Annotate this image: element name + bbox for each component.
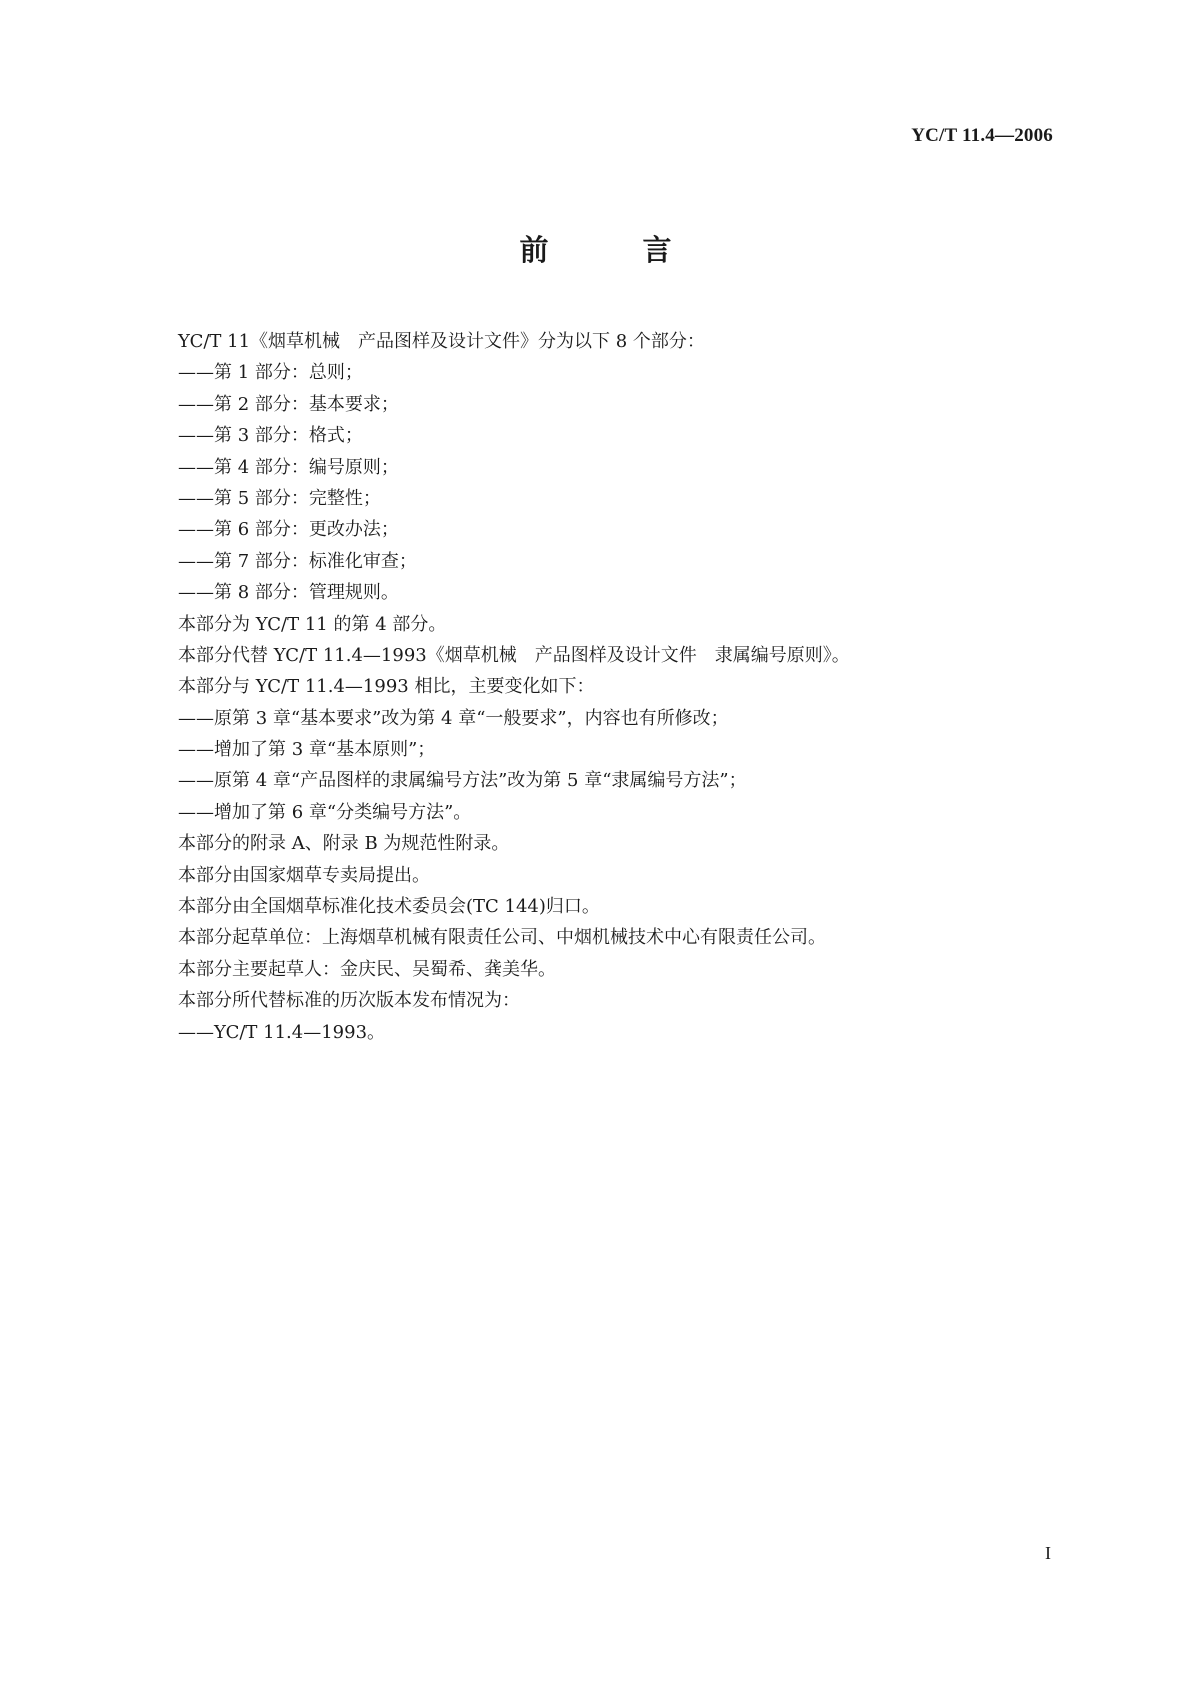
paragraph-line: ——第 3 部分：格式； xyxy=(178,425,363,447)
paragraph-line: 本部分由全国烟草标准化技术委员会(TC 144)归口。 xyxy=(178,896,600,918)
paragraph-line: ——第 7 部分：标准化审查； xyxy=(178,550,417,572)
paragraph-line: 本部分起草单位：上海烟草机械有限责任公司、中烟机械技术中心有限责任公司。 xyxy=(178,927,826,949)
paragraph-line: 本部分所代替标准的历次版本发布情况为： xyxy=(178,990,520,1012)
paragraph-line: ——第 4 部分：编号原则； xyxy=(178,456,399,478)
paragraph-line: ——YC/T 11.4—1993。 xyxy=(178,1021,386,1043)
paragraph-line: ——第 6 部分：更改办法； xyxy=(178,519,399,541)
paragraph-line: 本部分代替 YC/T 11.4—1993《烟草机械 产品图样及设计文件 隶属编号原则》。 xyxy=(178,644,850,666)
page-title: 前 言 xyxy=(519,233,714,267)
paragraph-line: ——增加了第 6 章“分类编号方法”。 xyxy=(178,801,472,823)
paragraph-line: ——第 5 部分：完整性； xyxy=(178,487,381,509)
paragraph-line: ——增加了第 3 章“基本原则”； xyxy=(178,739,436,761)
paragraph-line: 本部分为 YC/T 11 的第 4 部分。 xyxy=(178,613,447,635)
paragraph-line: 本部分由国家烟草专卖局提出。 xyxy=(178,864,430,886)
paragraph-line: ——第 1 部分：总则； xyxy=(178,362,363,384)
paragraph-line: 本部分的附录 A、附录 B 为规范性附录。 xyxy=(178,833,510,855)
standard-code-header: YC/T 11.4—2006 xyxy=(911,125,1053,146)
paragraph-line: ——原第 4 章“产品图样的隶属编号方法”改为第 5 章“隶属编号方法”； xyxy=(178,770,747,792)
paragraph-line: ——原第 3 章“基本要求”改为第 4 章“一般要求”，内容也有所修改； xyxy=(178,707,729,729)
page-number: I xyxy=(1045,1543,1051,1563)
paragraph-line: ——第 8 部分：管理规则。 xyxy=(178,582,399,604)
paragraph-line: ——第 2 部分：基本要求； xyxy=(178,393,399,415)
paragraph-line: YC/T 11《烟草机械 产品图样及设计文件》分为以下 8 个部分： xyxy=(178,331,705,352)
preface-body xyxy=(178,326,1058,1048)
paragraph-line: 本部分与 YC/T 11.4—1993 相比，主要变化如下： xyxy=(178,676,595,698)
paragraph-line: 本部分主要起草人：金庆民、吴蜀希、龚美华。 xyxy=(178,958,556,980)
